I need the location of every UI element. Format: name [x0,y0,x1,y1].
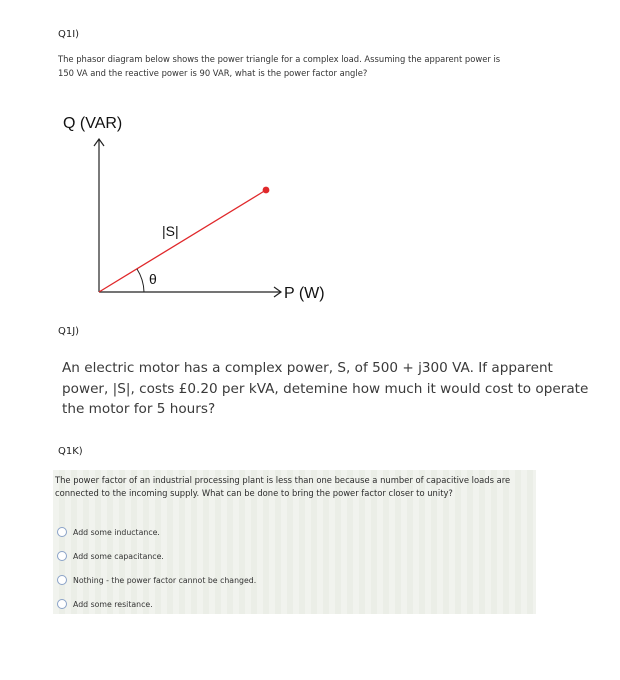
question-text-q1j: An electric motor has a complex power, S, of 500 + j300 VA. If apparent power, |S|, costs £0.20 per kVA, detemine how much it would cost to operate the motor for 5 hours? [62,360,589,417]
option-label: Nothing - the power factor cannot be changed. [73,575,257,585]
question-label-q1k: Q1K) [58,446,83,457]
option-add-capacitance[interactable] [57,548,164,564]
angle-label: θ [149,271,157,287]
vector-endpoint-dot [263,187,270,194]
phasor-diagram [55,108,355,308]
option-nothing[interactable] [57,572,256,588]
angle-arc [137,269,144,292]
question-text-q1i: The phasor diagram below shows the power triangle for a complex load. Assuming the apparent power is 150 VA and the reactive power is 90 VAR, what is the power factor angle? [58,54,501,78]
option-add-resistance[interactable] [57,596,153,612]
y-axis-label: Q (VAR) [63,115,123,132]
radio-button-icon[interactable] [57,551,67,561]
question-label-q1i: Q1I) [58,29,80,40]
option-label: Add some capacitance. [73,551,164,561]
apparent-power-vector [99,190,266,292]
option-add-inductance[interactable] [57,524,160,540]
question-text-q1k: The power factor of an industrial processing plant is less than one because a number of capacitive loads are connected to the incoming supply. What can be done to bring the power factor closer to unity? [55,475,511,498]
question-label-q1j: Q1J) [58,326,80,337]
vector-label: |S| [162,223,179,239]
option-label: Add some resitance. [73,599,153,609]
radio-button-icon[interactable] [57,575,67,585]
x-axis-label: P (W) [284,285,325,302]
radio-button-icon[interactable] [57,599,67,609]
question-panel-q1k [53,470,536,614]
radio-button-icon[interactable] [57,527,67,537]
option-label: Add some inductance. [73,527,160,537]
